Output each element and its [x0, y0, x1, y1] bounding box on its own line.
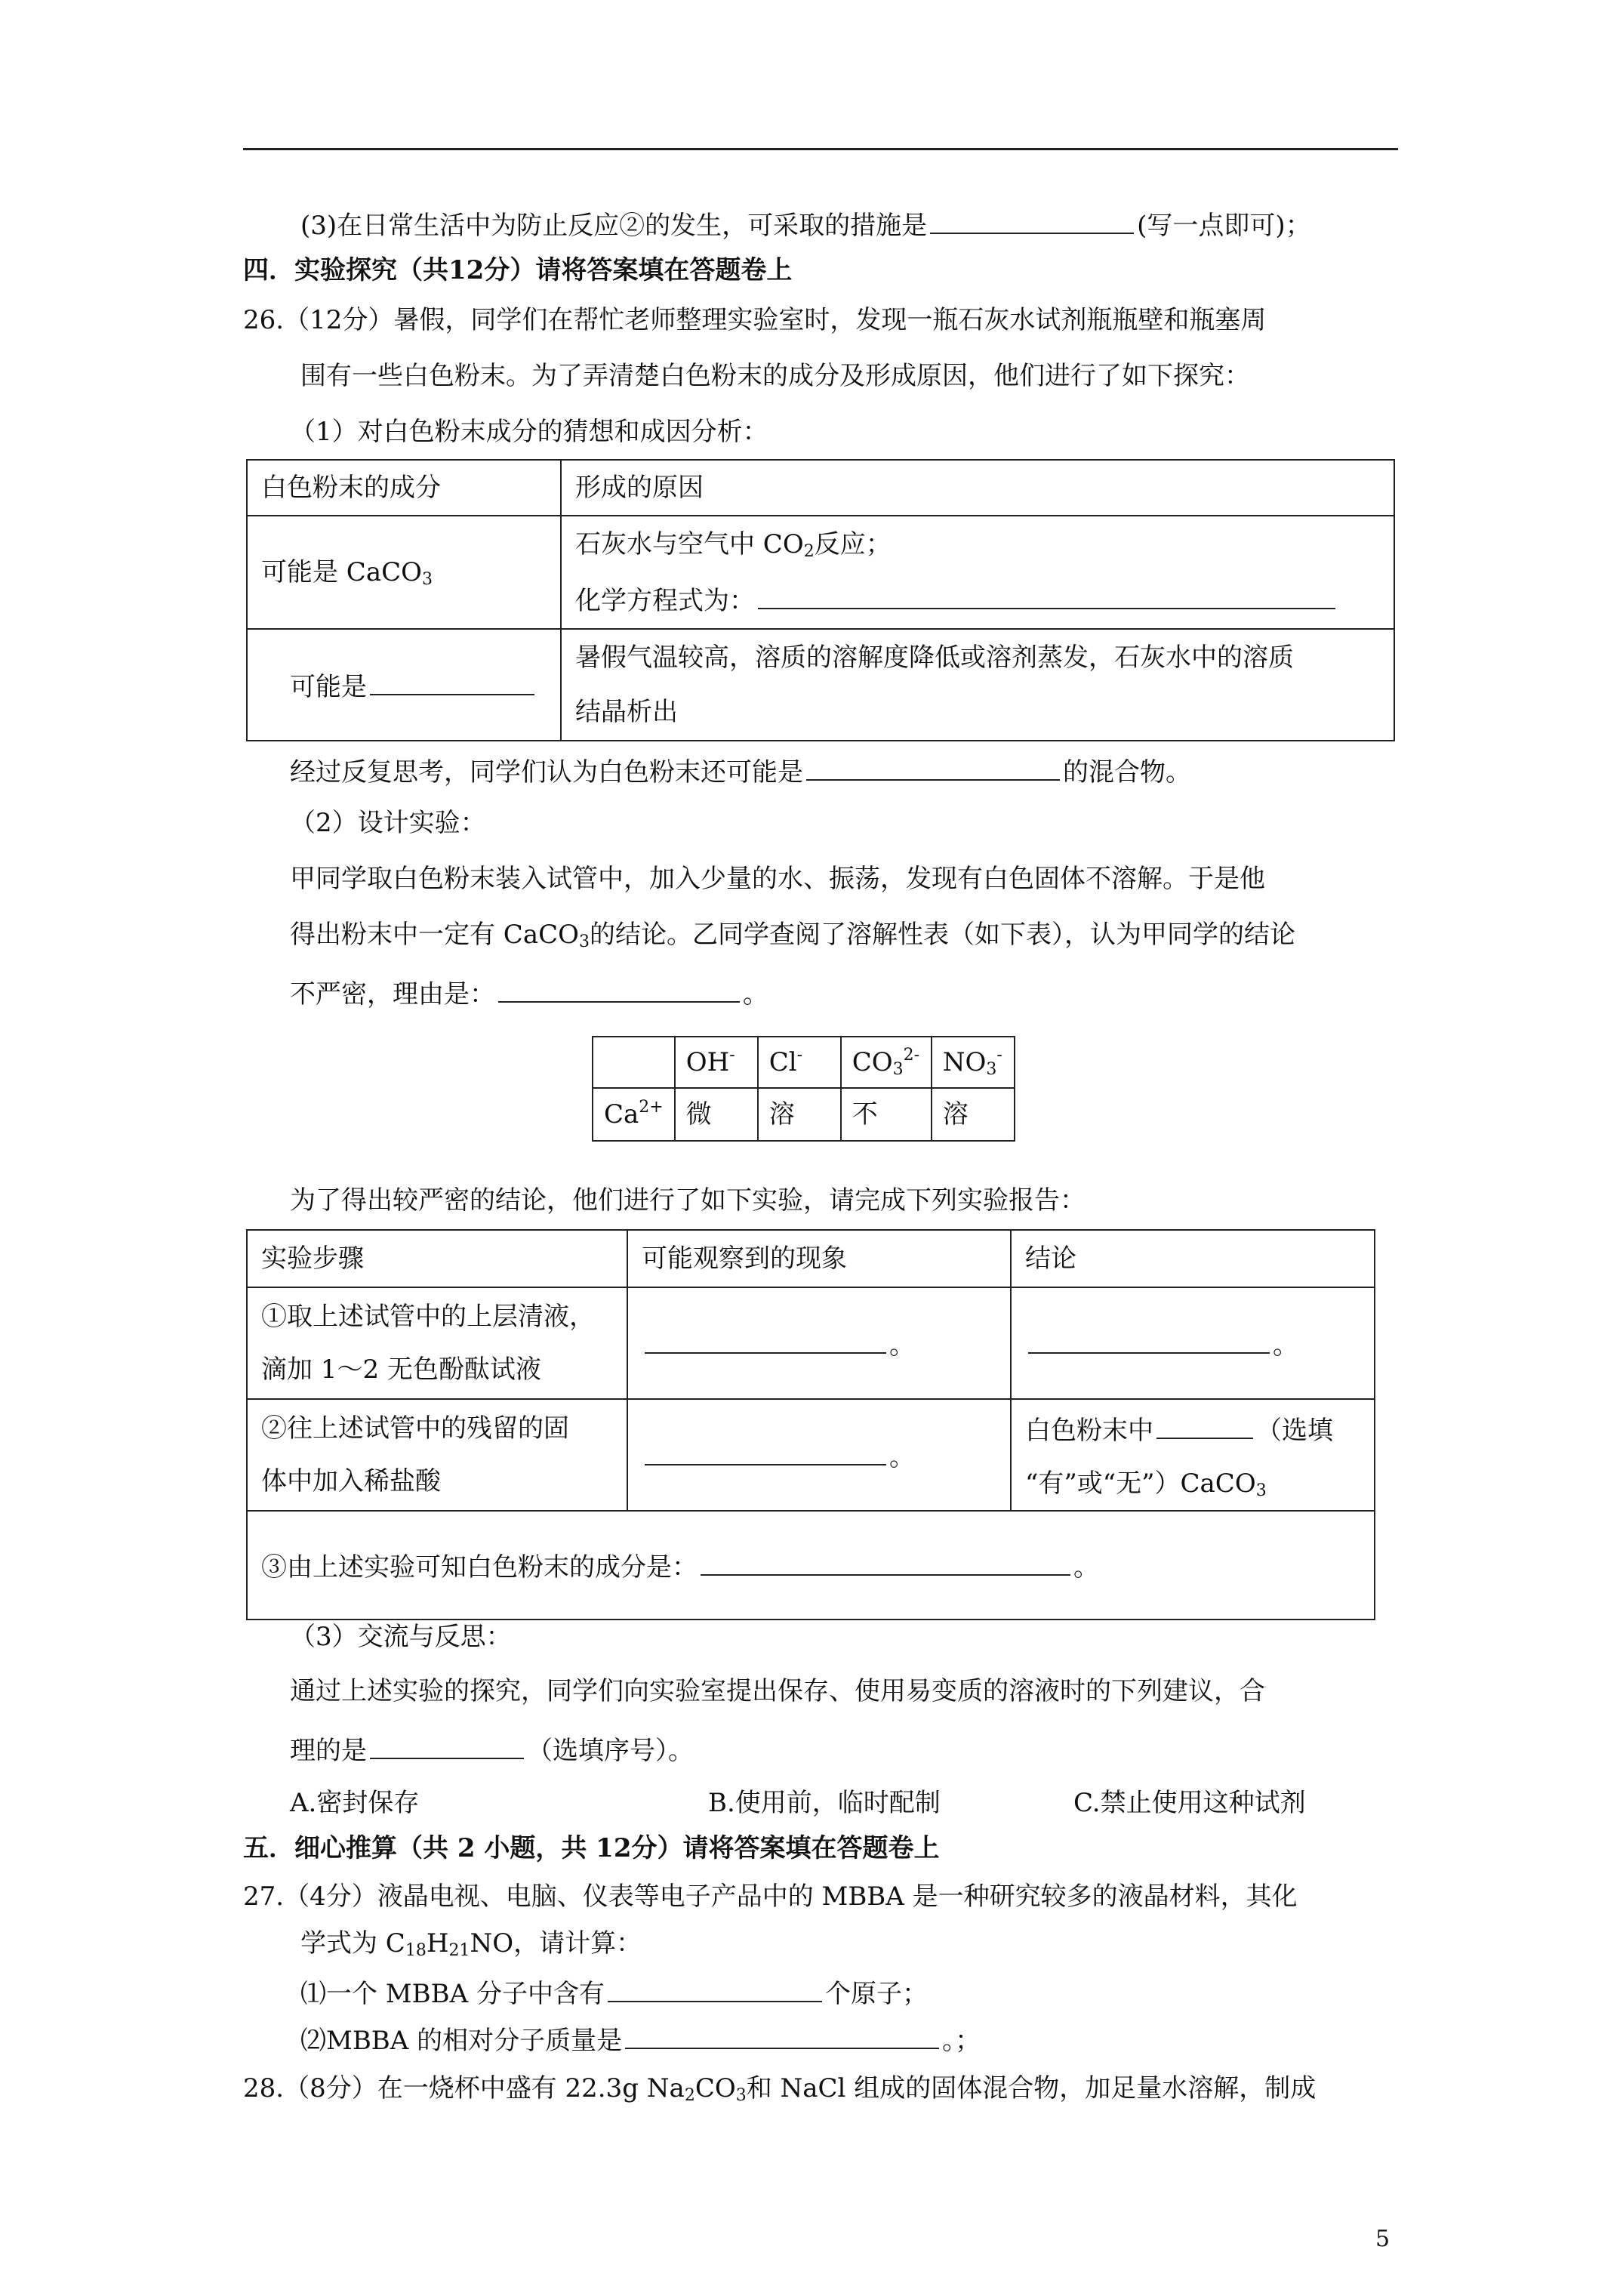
q26-part2-heading: （2）设计实验： [290, 808, 486, 838]
part2-line2: 得出粉末中一定有 CaCO$_3$的结论。乙同学查阅了溶解性表（如下表），认为甲同学的结论 [290, 920, 1295, 951]
phenomenon-blank[interactable] [645, 1437, 886, 1465]
q26-intro-line2: 围有一些白色粉末。为了弄清楚白色粉末的成分及形成原因，他们进行了如下探究： [300, 361, 1250, 391]
part3-line2: 理的是 （选填序号）。 [290, 1730, 694, 1767]
experiment-report-table [246, 1229, 1375, 1620]
table3-row2-conclusion: 白色粉末中 （选填 “有”或“无”）CaCO$_3$ [1011, 1399, 1375, 1511]
q26-part3-heading: （3）交流与反思： [290, 1622, 512, 1652]
cation-ca: $Ca^{2+}$ [593, 1088, 675, 1141]
table3-header-step: 实验步骤 [247, 1230, 627, 1287]
part2-line3: 不严密，理由是： 。 [290, 974, 768, 1011]
page-number: 5 [1375, 2226, 1390, 2252]
q27-line2: 学式为 $C_{18}H_{21}NO$，请计算： [300, 1928, 642, 1960]
report-intro: 为了得出较严密的结论，他们进行了如下实验，请完成下列实验报告： [290, 1185, 1086, 1216]
table3-row2-step: ②往上述试管中的残留的固 体中加入稀盐酸 [247, 1399, 627, 1511]
table1-row2-component: 可能是 [247, 629, 561, 741]
yes-no-blank[interactable] [1156, 1410, 1253, 1439]
section-4-heading: 四．实验探究（共12分）请将答案填在答题卷上 [243, 255, 793, 285]
header-rule [243, 148, 1398, 150]
conclusion-blank[interactable] [1028, 1325, 1270, 1354]
q26-part1-heading: （1）对白色粉末成分的猜想和成因分析： [290, 417, 768, 447]
mixture-line: 经过反复思考，同学们认为白色粉末还可能是 的混合物。 [290, 752, 1191, 789]
table1-header-component: 白色粉末的成分 [247, 460, 561, 516]
option-a: A.密封保存 [290, 1788, 420, 1818]
option-b: B.使用前，临时配制 [708, 1788, 941, 1818]
hypothesis-table [246, 459, 1395, 741]
solubility-cell: 溶 [932, 1088, 1015, 1141]
solubility-table [592, 1036, 1015, 1142]
table3-header-conclusion: 结论 [1011, 1230, 1375, 1287]
q27-sub2: ⑵MBBA 的相对分子质量是 。； [300, 2020, 981, 2057]
ion-oh: OH- [675, 1037, 758, 1088]
answer-blank[interactable] [930, 205, 1134, 234]
composition-blank[interactable] [701, 1547, 1070, 1576]
table1-row1-cause: 石灰水与空气中 $CO_2$反应； 化学方程式为： [561, 516, 1394, 629]
q26-intro-line1: 26.（12分）暑假，同学们在帮忙老师整理实验室时，发现一瓶石灰水试剂瓶瓶壁和瓶塞周 [243, 305, 1267, 335]
q27-line1: 27.（4分）液晶电视、电脑、仪表等电子产品中的 MBBA 是一种研究较多的液晶材料，其化 [243, 1881, 1298, 1912]
q25-part3: (3)在日常生活中为防止反应②的发生，可采取的措施是 (写一点即可)； [300, 205, 1311, 242]
equation-blank[interactable] [758, 581, 1335, 609]
q28-line1: 28.（8分）在一烧杯中盛有 22.3g $Na_2CO_3$和 NaCl 组成的固体混合物，加足量水溶解，制成 [243, 2073, 1317, 2105]
phenomenon-blank[interactable] [645, 1325, 886, 1354]
choice-blank[interactable] [370, 1730, 524, 1759]
option-c: C.禁止使用这种试剂 [1073, 1788, 1306, 1818]
q27-sub1: ⑴一个 MBBA 分子中含有 个原子； [300, 1974, 928, 2011]
table1-header-cause: 形成的原因 [561, 460, 1394, 516]
ion-co3: $CO_3^{2-}$ [841, 1037, 932, 1088]
solubility-cell: 微 [675, 1088, 758, 1141]
section-5-heading: 五．细心推算（共 2 小题，共 12分）请将答案填在答题卷上 [243, 1833, 940, 1863]
table3-row2-phenomenon: 。 [627, 1399, 1011, 1511]
answer-blank[interactable] [806, 752, 1060, 781]
molar-mass-blank[interactable] [625, 2020, 939, 2049]
table1-row1-component: 可能是 CaCO$_3$ [247, 516, 561, 629]
part2-line1: 甲同学取白色粉末装入试管中，加入少量的水、振荡，发现有白色固体不溶解。于是他 [290, 864, 1265, 894]
table3-row1-phenomenon: 。 [627, 1287, 1011, 1399]
atom-count-blank[interactable] [608, 1974, 822, 2002]
reason-blank[interactable] [498, 974, 740, 1003]
ion-no3: $NO_3^-$ [932, 1037, 1015, 1088]
solubility-cell: 溶 [758, 1088, 841, 1141]
table3-header-phenomenon: 可能观察到的现象 [627, 1230, 1011, 1287]
solubility-cell: 不 [841, 1088, 932, 1141]
ion-cl: Cl- [758, 1037, 841, 1088]
table3-row1-conclusion: 。 [1011, 1287, 1375, 1399]
table1-row2-cause: 暑假气温较高，溶质的溶解度降低或溶剂蒸发，石灰水中的溶质 结晶析出 [561, 629, 1394, 741]
table3-row1-step: ①取上述试管中的上层清液， 滴加 1～2 无色酚酞试液 [247, 1287, 627, 1399]
answer-blank[interactable] [370, 667, 534, 695]
table3-row3-summary: ③由上述实验可知白色粉末的成分是： 。 [247, 1511, 1375, 1620]
part3-line1: 通过上述实验的探究，同学们向实验室提出保存、使用易变质的溶液时的下列建议，合 [290, 1676, 1265, 1706]
